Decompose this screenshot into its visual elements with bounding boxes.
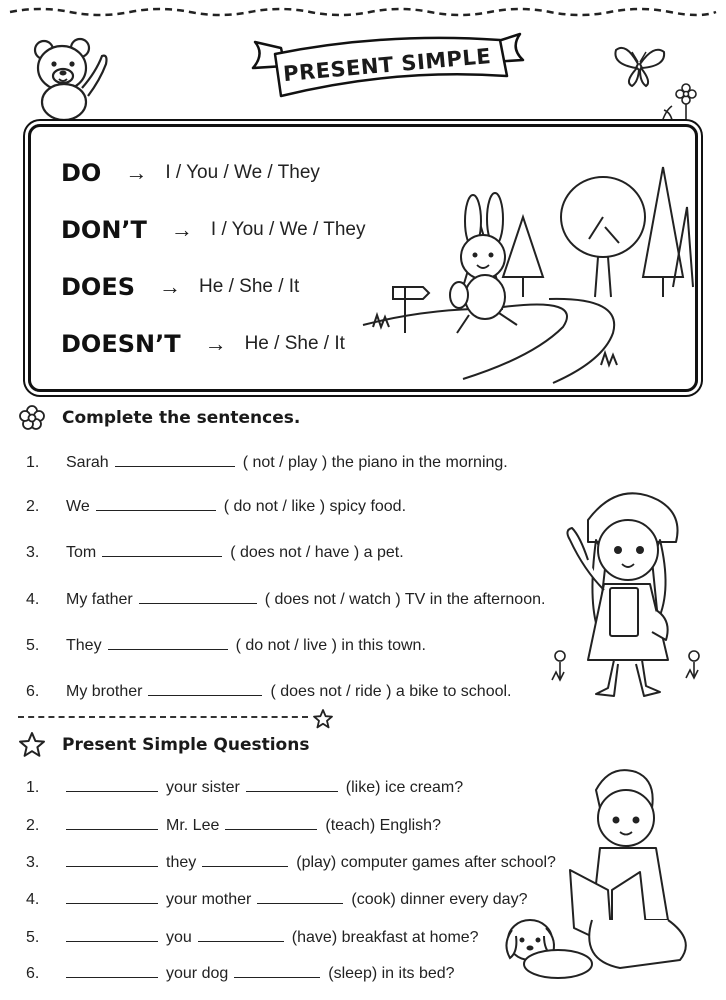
- rule-pronouns: He / She / It: [199, 276, 300, 297]
- answer-blank[interactable]: [66, 777, 158, 792]
- item-prompt: ( do not / like ) spicy food.: [223, 498, 407, 515]
- item-prompt: (sleep) in its bed?: [328, 965, 455, 982]
- grammar-rules-box: [28, 124, 698, 392]
- item-prompt: (play) computer games after school?: [296, 854, 556, 871]
- answer-blank[interactable]: [96, 496, 216, 511]
- item-subject: My father: [66, 591, 133, 608]
- section-divider: [18, 716, 308, 718]
- item-number: 5.: [26, 929, 40, 946]
- item-subject: Sarah: [66, 454, 109, 471]
- answer-blank[interactable]: [108, 635, 228, 650]
- item-number: 5.: [26, 637, 40, 654]
- item-subject: they: [166, 854, 197, 871]
- rabbit-icon: [353, 147, 693, 387]
- item-subject: you: [166, 929, 192, 946]
- item-number: 4.: [26, 591, 40, 608]
- rule-verb: DOESN’T: [61, 330, 181, 358]
- rule-row-doesnt: [61, 330, 345, 358]
- item-number: 3.: [26, 544, 40, 561]
- answer-blank[interactable]: [246, 777, 338, 792]
- question-item: [26, 777, 463, 797]
- item-number: 3.: [26, 854, 40, 871]
- item-number: 4.: [26, 891, 40, 908]
- arrow-right-icon: →: [204, 331, 227, 356]
- answer-blank[interactable]: [139, 589, 257, 604]
- item-prompt: ( not / play ) the piano in the morning.: [242, 454, 508, 471]
- answer-blank[interactable]: [102, 542, 222, 557]
- flower-icon: [18, 404, 46, 432]
- arrow-right-icon: →: [170, 217, 193, 242]
- answer-blank[interactable]: [115, 452, 235, 467]
- rule-row-do: [61, 159, 320, 187]
- exercise-item: [26, 589, 545, 609]
- item-prompt: (cook) dinner every day?: [351, 891, 528, 908]
- question-item: [26, 815, 441, 835]
- item-prompt: (have) breakfast at home?: [291, 929, 479, 946]
- question-item: [26, 852, 556, 872]
- item-subject: your mother: [166, 891, 252, 908]
- section-heading-complete: [18, 404, 300, 432]
- item-number: 6.: [26, 683, 40, 700]
- rule-pronouns: I / You / We / They: [210, 219, 366, 240]
- arrow-right-icon: →: [125, 160, 148, 185]
- section-title: Present Simple Questions: [62, 735, 310, 755]
- answer-blank[interactable]: [66, 889, 158, 904]
- rule-verb: DOES: [61, 273, 136, 301]
- rule-row-dont: [61, 216, 365, 244]
- item-subject: Mr. Lee: [166, 817, 220, 834]
- answer-blank[interactable]: [66, 927, 158, 942]
- butterfly-icon: [612, 42, 666, 88]
- rule-verb: DON’T: [61, 216, 147, 244]
- top-wavy-border: [0, 0, 726, 24]
- item-number: 1.: [26, 454, 40, 471]
- item-number: 1.: [26, 779, 40, 796]
- exercise-item: [26, 542, 404, 562]
- arrow-right-icon: →: [159, 274, 182, 299]
- girl-icon: [548, 480, 708, 705]
- star-small-icon: [312, 708, 334, 730]
- item-number: 6.: [26, 965, 40, 982]
- item-prompt: (teach) English?: [325, 817, 441, 834]
- answer-blank[interactable]: [225, 815, 317, 830]
- answer-blank[interactable]: [257, 889, 343, 904]
- title-banner: [245, 24, 530, 114]
- flowers-icon: [656, 84, 700, 124]
- item-subject: Tom: [66, 544, 97, 561]
- item-subject: your sister: [166, 779, 240, 796]
- answer-blank[interactable]: [234, 963, 320, 978]
- rule-row-does: [61, 273, 299, 301]
- question-item: [26, 963, 455, 983]
- answer-blank[interactable]: [66, 852, 158, 867]
- exercise-item: [26, 681, 511, 701]
- rule-pronouns: He / She / It: [244, 333, 345, 354]
- page-title: PRESENT SIMPLE: [282, 43, 493, 87]
- teddy-bear-icon: [30, 36, 116, 122]
- item-prompt: ( does not / ride ) a bike to school.: [270, 683, 512, 700]
- section-heading-questions: [18, 731, 309, 759]
- answer-blank[interactable]: [66, 815, 158, 830]
- item-subject: We: [66, 498, 90, 515]
- section-title: Complete the sentences.: [62, 408, 301, 428]
- item-subject: your dog: [166, 965, 229, 982]
- item-prompt: ( does not / have ) a pet.: [230, 544, 404, 561]
- item-subject: My brother: [66, 683, 143, 700]
- answer-blank[interactable]: [198, 927, 284, 942]
- item-subject: They: [66, 637, 102, 654]
- question-item: [26, 927, 479, 947]
- answer-blank[interactable]: [148, 681, 262, 696]
- answer-blank[interactable]: [66, 963, 158, 978]
- answer-blank[interactable]: [202, 852, 288, 867]
- exercise-item: [26, 452, 508, 472]
- star-icon: [18, 731, 46, 759]
- puppy-icon: [500, 906, 596, 982]
- question-item: [26, 889, 527, 909]
- rule-pronouns: I / You / We / They: [165, 162, 320, 183]
- exercise-item: [26, 635, 426, 655]
- item-prompt: ( do not / live ) in this town.: [235, 637, 426, 654]
- item-number: 2.: [26, 498, 40, 515]
- item-prompt: ( does not / watch ) TV in the afternoon.: [264, 591, 546, 608]
- rule-verb: DO: [61, 159, 102, 187]
- item-number: 2.: [26, 817, 40, 834]
- exercise-item: [26, 496, 406, 516]
- item-prompt: (like) ice cream?: [345, 779, 464, 796]
